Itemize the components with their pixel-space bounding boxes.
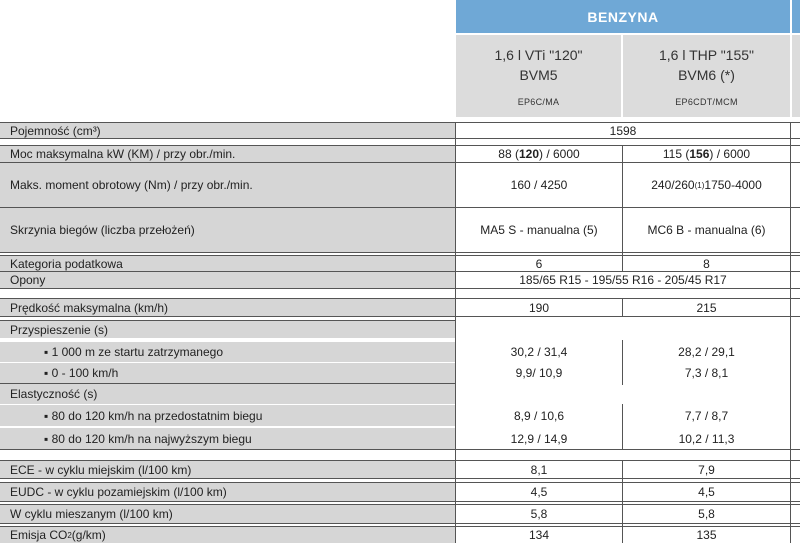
variant-edge	[792, 35, 800, 117]
row-moc-value-1	[456, 146, 622, 162]
grid-vline	[622, 340, 623, 385]
grid-line	[0, 122, 800, 123]
row-ece-value-1: 8,1	[530, 462, 548, 477]
emisja-label-post: (g/km)	[71, 528, 106, 542]
moc-2-pre: 115 (	[662, 147, 690, 161]
moc-1-bold: 120	[518, 147, 539, 161]
fuel-header: BENZYNA	[456, 0, 790, 33]
grid-vline	[622, 298, 623, 316]
row-przedostatni-value-1: 8,9 / 10,6	[513, 408, 565, 423]
row-emisja-label	[0, 527, 455, 543]
row-opony-label: Opony	[0, 272, 455, 288]
row-ece-value-2: 7,9	[698, 462, 715, 477]
grid-line	[0, 298, 800, 299]
row-pojemnosc-value: 1598	[609, 123, 637, 138]
variant-1-header	[456, 35, 621, 117]
header-edge	[792, 0, 800, 33]
row-skrzynia-label: Skrzynia biegów (liczba przełożeń)	[0, 208, 455, 252]
row-moc-value-2	[623, 146, 790, 162]
grid-line	[0, 162, 800, 163]
grid-line	[0, 523, 800, 524]
row-najwyzszy-label: ▪ 80 do 120 km/h na najwyższym biegu	[0, 428, 455, 449]
grid-line	[0, 316, 800, 317]
row-start1000-value-2: 28,2 / 29,1	[678, 345, 735, 359]
row-mieszany-label: W cyklu mieszanym (l/100 km)	[0, 505, 455, 523]
row-start1000-label: ▪ 1 000 m ze startu zatrzymanego	[0, 342, 455, 362]
grid-line	[0, 526, 800, 527]
grid-line	[0, 449, 800, 450]
grid-line	[0, 255, 800, 256]
grid-line	[0, 252, 800, 253]
row-skrzynia-value-2: MC6 B - manualna (6)	[647, 223, 766, 237]
variant-1-name-line2: BVM5	[519, 67, 558, 83]
grid-line	[0, 482, 800, 483]
row-przedostatni-label: ▪ 80 do 120 km/h na przedostatnim biegu	[0, 405, 455, 426]
grid-line	[0, 383, 455, 384]
grid-line	[0, 288, 800, 289]
variant-2-code: EP6CDT/MCM	[675, 97, 738, 107]
row-skrzynia-value-1: MA5 S - manualna (5)	[480, 223, 598, 237]
variant-1-name-line1: 1,6 l VTi "120"	[494, 47, 583, 63]
row-moment-value-1: 160 / 4250	[510, 178, 568, 192]
moc-2-post: ) / 6000	[709, 147, 751, 161]
grid-line	[0, 478, 800, 479]
row-moment-value-2	[623, 163, 790, 207]
row-start1000-value-1: 30,2 / 31,4	[510, 345, 568, 359]
row-emisja-value-2: 135	[696, 528, 717, 542]
emisja-label-sub: 2	[67, 530, 72, 540]
variant-2-name-line1: 1,6 l THP "155"	[658, 47, 755, 63]
row-mieszany-value-2: 5,8	[698, 507, 715, 521]
row-eudc-label: EUDC - w cyklu pozamiejskim (l/100 km)	[0, 483, 455, 501]
row-moc-label: Moc maksymalna kW (KM) / przy obr./min.	[0, 146, 455, 162]
row-najwyzszy-value-1: 12,9 / 14,9	[510, 431, 568, 446]
row-emisja-value-1: 134	[528, 528, 550, 542]
grid-line	[0, 460, 800, 461]
row-mieszany-value-1: 5,8	[530, 507, 548, 521]
grid-line	[0, 271, 800, 272]
variant-1-code: EP6C/MA	[517, 97, 560, 107]
row-zero100-label: ▪ 0 - 100 km/h	[0, 363, 455, 383]
row-przedostatni-value-2: 7,7 / 8,7	[684, 408, 729, 423]
row-zero100-value-2: 7,3 / 8,1	[684, 366, 729, 380]
grid-vline	[455, 122, 456, 543]
grid-vline	[622, 404, 623, 449]
row-elastycznosc-label: Elastyczność (s)	[0, 384, 455, 404]
row-moment-label: Maks. moment obrotowy (Nm) / przy obr./min.	[0, 163, 455, 207]
row-predkosc-value-1: 190	[528, 300, 550, 315]
row-ece-label: ECE - w cyklu miejskim (l/100 km)	[0, 461, 455, 478]
grid-vline	[790, 122, 791, 543]
row-zero100-value-1: 9,9/ 10,9	[515, 366, 563, 380]
row-eudc-value-1: 4,5	[530, 485, 548, 499]
row-najwyzszy-value-2: 10,2 / 11,3	[678, 431, 735, 446]
variant-2-header	[623, 35, 790, 117]
row-kategoria-value-2: 8	[703, 256, 710, 271]
grid-line	[0, 145, 800, 146]
row-pojemnosc-label: Pojemność (cm³)	[0, 123, 455, 138]
grid-line	[0, 320, 455, 321]
row-kategoria-value-1: 6	[535, 256, 543, 271]
grid-vline	[622, 460, 623, 543]
row-opony-value: 185/65 R15 - 195/55 R16 - 205/45 R17	[519, 273, 727, 287]
grid-line	[0, 138, 800, 139]
row-predkosc-label: Prędkość maksymalna (km/h)	[0, 299, 455, 316]
variant-2-name-line2: BVM6 (*)	[678, 67, 735, 83]
row-przyspieszenie-label: Przyspieszenie (s)	[0, 321, 455, 338]
moc-1-pre: 88 (	[498, 147, 519, 161]
moment-2-pre: 240/260	[651, 178, 695, 192]
moment-2-sup: (1)	[694, 180, 705, 190]
moment-2-post: 1750-4000	[704, 178, 762, 192]
grid-line	[0, 504, 800, 505]
grid-line	[0, 207, 800, 208]
grid-vline	[622, 145, 623, 272]
row-kategoria-label: Kategoria podatkowa	[0, 256, 455, 271]
row-eudc-value-2: 4,5	[698, 485, 715, 499]
row-predkosc-value-2: 215	[696, 300, 717, 315]
moc-2-bold: 156	[689, 147, 710, 161]
moc-1-post: ) / 6000	[539, 147, 580, 161]
emisja-label-pre: Emisja CO	[10, 528, 68, 542]
grid-line	[0, 501, 800, 502]
